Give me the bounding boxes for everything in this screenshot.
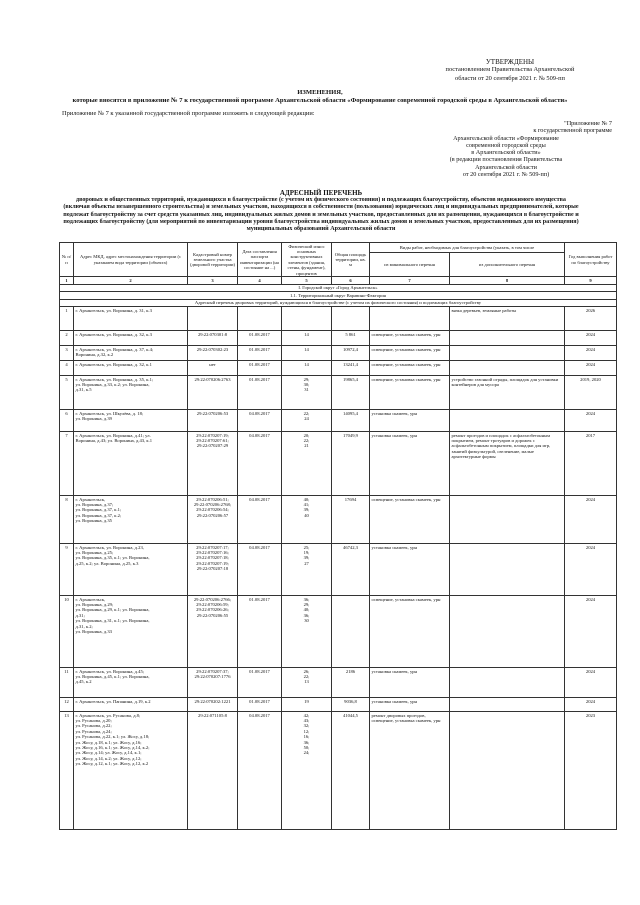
cell-add-works [450, 596, 565, 668]
cell-num: 1 [60, 307, 74, 331]
cell-address-line: г. Архангельск, ул. Воронина, д. 32, к.3 [75, 331, 152, 337]
cell-physical-state-line: 36; [303, 739, 310, 745]
cell-min-works: освещение, установка скамеек, урн [370, 496, 450, 544]
cell-address-line: ул. Воронина, д.29; [75, 601, 114, 607]
table-row [60, 668, 617, 698]
cell-address [74, 668, 188, 698]
cell-year: 2023 [565, 712, 617, 830]
cell-min-works: освещение, установка скамеек, урн [370, 361, 450, 376]
cell-address-line: д.31, к.5 [75, 387, 92, 393]
cell-area [332, 596, 370, 668]
cell-cadastral [188, 307, 238, 331]
cell-address [74, 698, 188, 712]
cell-physical-state-line: 31 [304, 387, 309, 393]
cell-cadastral [188, 596, 238, 668]
cell-physical-state [282, 496, 332, 544]
cell-inventory-date: 04.08.2017 [238, 496, 282, 544]
section-row [60, 299, 617, 306]
cell-address [74, 596, 188, 668]
address-list-table [59, 242, 617, 830]
cell-address-line: ул. Воронина, д.39 [75, 415, 112, 421]
cell-physical-state-line: 42; [303, 712, 310, 718]
cell-area: 5 861 [332, 331, 370, 346]
cell-cadastral-line: 29:22:070302:23 [196, 346, 229, 352]
cell-year: 2024 [565, 496, 617, 544]
cell-address-line: ул. Воронина, д.45, к.1; ул. Воронина, [75, 673, 150, 679]
cell-physical-state-line: 22; [303, 673, 310, 679]
table-row [60, 544, 617, 596]
cell-address-line: ул. Воронина, д.33, к.2; ул. Воронина, [75, 381, 150, 387]
cell-inventory-date: 01.08.2017 [238, 698, 282, 712]
cell-address-line: ул. Жосу, д.18, к.1; ул. Жосу, д.16; [75, 739, 142, 745]
cell-address-line: г. Архангельск, ул. Воронина, д.45; [75, 668, 145, 674]
table-row [60, 596, 617, 668]
cell-cadastral [188, 496, 238, 544]
cell-physical-state-line: 20; [303, 432, 310, 438]
table-row [60, 432, 617, 496]
cell-year: 2024 [565, 668, 617, 698]
table-row [60, 307, 617, 331]
cell-physical-state-line: 43; [303, 717, 310, 723]
cell-physical-state [282, 361, 332, 376]
cell-address-line: ул. Воронина, д.33 [75, 629, 112, 634]
cell-inventory-date: 01.08.2017 [238, 346, 282, 361]
cell-address [74, 361, 188, 376]
column-number: 2 [74, 277, 188, 284]
cell-num: 2 [60, 331, 74, 346]
list-title: АДРЕСНЫЙ ПЕРЕЧЕНЬ [279, 189, 363, 197]
cell-physical-state-line: 14 [304, 361, 309, 367]
cell-physical-state-line: 12; [303, 728, 310, 734]
cell-physical-state [282, 307, 332, 331]
cell-cadastral-line: 29:22:070207:17; [196, 544, 229, 550]
cell-address-line: ул. Воронина, д.37; [75, 501, 114, 507]
cell-cadastral-line: 29:22:070206:54; [196, 507, 229, 513]
cell-min-works: освещение, установка скамеек, урн [370, 376, 450, 410]
cell-physical-state-line: 26; [303, 668, 310, 674]
cell-address-line: ул. Жосу, д.14; ул. Жосу, д.14, к.1; [75, 750, 142, 756]
cell-physical-state [282, 346, 332, 361]
cell-cadastral-line: 29:22:070207:61; [196, 437, 229, 443]
cell-address [74, 432, 188, 496]
cell-address-line: ул. Воронина, д.31, к.1; ул. Воронина, [75, 618, 150, 624]
cell-min-works: установка скамеек, урн [370, 432, 450, 496]
cell-physical-state-line: 40; [303, 496, 310, 502]
cell-year: 2017 [565, 432, 617, 496]
cell-area: 17049,9 [332, 432, 370, 496]
header-address: Адрес МКД, адрес местонахождения территории (с указанием вида территории (объекта) [74, 243, 188, 277]
section-row [60, 284, 617, 291]
header-physical-state: Физический износ основных конструктивных элементов (здания, стены, фундамент), процентов [282, 243, 332, 277]
cell-cadastral [188, 410, 238, 432]
cell-cadastral-line: 29:22:070202:1221 [194, 698, 231, 704]
cell-cadastral-line: 29:22:070207:19; [196, 432, 229, 438]
cell-physical-state-line: 39; [303, 555, 310, 561]
cell-address-line: Воронина, д.43; ул. Воронина, д.43, к.1 [75, 437, 153, 443]
cell-physical-state-line: 36; [303, 612, 310, 618]
cell-area [332, 307, 370, 331]
header-num: № п/п [60, 243, 74, 277]
cell-add-works [450, 698, 565, 712]
cell-add-works [450, 346, 565, 361]
cell-address-line: ул. Воронина, д.29, к.1; ул. Воронина, [75, 607, 150, 613]
cell-address-line: Воронина, д.32, к.2 [75, 351, 114, 357]
cell-year: 2024 [565, 361, 617, 376]
cell-address-line: ул. Русанова, д.22, к.1; ул. Жосу, д.18; [75, 734, 150, 740]
cell-address-line: ул. Русанова, д.24; [75, 728, 112, 734]
cell-physical-state [282, 668, 332, 698]
cell-address-line: ул. Воронина, д.37, к.2; [75, 512, 122, 518]
table-row [60, 496, 617, 544]
cell-add-works [450, 496, 565, 544]
cell-address [74, 376, 188, 410]
cell-physical-state-line: 24; [303, 750, 310, 756]
cell-physical-state-line: 32; [303, 723, 310, 729]
cell-physical-state-line: 14 [304, 346, 309, 352]
cell-physical-state-line: 36; [303, 596, 310, 602]
cell-add-works [450, 410, 565, 432]
cell-physical-state-line: 14 [304, 331, 309, 337]
cell-num: 4 [60, 361, 74, 376]
cell-num: 11 [60, 668, 74, 698]
cell-cadastral-line: 29:22:070206:59; [196, 601, 229, 607]
cell-year: 2024 [565, 331, 617, 346]
cell-physical-state-line: 41; [303, 501, 310, 507]
cell-inventory-date: 01.08.2017 [238, 361, 282, 376]
column-number: 1 [60, 277, 74, 284]
cell-add-works: устройство газонной ограды, площадок для установки контейнеров для мусора [450, 376, 565, 410]
cell-address-line: г. Архангельск, [75, 596, 106, 602]
approval-line: постановлением Правительства Архангельской [445, 66, 575, 74]
cell-cadastral-line: 29:22:070207:16; [196, 549, 229, 555]
cell-address-line: ул. Воронина, д.35, к.1; ул. Воронина, [75, 555, 150, 561]
section-title: I. Городской округ «Город Архангельск» [60, 284, 617, 291]
cell-year: 2024 [565, 346, 617, 361]
changes-title: ИЗМЕНЕНИЯ, [297, 89, 343, 96]
cell-add-works [450, 361, 565, 376]
cell-cadastral-line: 29:22:070301:8 [197, 331, 228, 337]
cell-add-works: ремонт проездов и площадок с асфальтобетонным покрытием, ремонт тротуаров и дорожек с асфальтобетонным покрытием, площадки для игр, занятий физкультурой, озеленение, малые архитектурные формы [450, 432, 565, 496]
cell-cadastral-line: 29:22:070206:53 [196, 410, 229, 416]
cell-address-line: г. Архангельск, ул. Воронина, д. 32, к.1 [75, 361, 152, 367]
cell-physical-state-line: 22; [303, 437, 310, 443]
cell-address [74, 712, 188, 830]
cell-year: 2026 [565, 307, 617, 331]
cell-cadastral-line: 29:22:070206:57 [196, 512, 229, 518]
cell-cadastral-line: 29:22:070206:55 [196, 612, 229, 618]
cell-num: 10 [60, 596, 74, 668]
cell-address-line: ул. Жосу, д.12, к.1; ул. Жосу, д.12, к.2 [75, 761, 149, 767]
annex-line: Архангельской области «Формирование [453, 134, 559, 142]
annex-line: в Архангельской области» [471, 149, 541, 157]
table-row [60, 410, 617, 432]
cell-cadastral-line: 29:22:070207:29 [196, 443, 229, 449]
cell-physical-state-line: 21 [304, 443, 309, 449]
changes-title-block [20, 89, 620, 105]
cell-physical-state-line: 25; [303, 544, 310, 550]
cell-min-works [370, 307, 450, 331]
cell-num: 6 [60, 410, 74, 432]
table-row [60, 698, 617, 712]
cell-address-line: г. Архангельск, ул. Шкулёва, д. 18; [75, 410, 144, 416]
cell-address-line: ул. Жосу, д.16, к.1; ул. Жосу, д.14, к.2; [75, 745, 150, 750]
cell-cadastral [188, 376, 238, 410]
table-row [60, 712, 617, 830]
cell-physical-state [282, 432, 332, 496]
cell-address-line: ул. Жосу, д.14, к.2; ул. Жосу, д.12; [75, 755, 142, 761]
cell-cadastral-line: 29:22:070206:2766; [193, 596, 232, 602]
cell-cadastral [188, 361, 238, 376]
section-title: 1.1. Территориальный округ Варавино-Фактория [60, 292, 617, 299]
cell-physical-state-line: 39; [303, 507, 310, 513]
cell-address-line: д.31, к.2; [75, 623, 93, 629]
cell-physical-state-line: 27 [304, 560, 309, 566]
annex-line: современной городской среды [466, 141, 546, 149]
cell-cadastral-line: 29:22:071105:8 [198, 712, 227, 718]
cell-year: 2024 [565, 596, 617, 668]
annex-block [400, 120, 612, 178]
cell-address [74, 331, 188, 346]
cell-cadastral-line: 29:22:070207:18 [196, 566, 229, 572]
cell-address-line: ул. Воронина, д.35 [75, 518, 112, 524]
table-header-row [60, 243, 617, 253]
annex-line: "Приложение № 7 [564, 120, 612, 127]
list-heading [22, 190, 620, 233]
cell-inventory-date: 04.08.2017 [238, 544, 282, 596]
cell-add-works [450, 712, 565, 830]
cell-cadastral-line: 29:22:070207:19; [196, 560, 229, 566]
list-heading-line: (включая объекты незавершенного строительства) и земельных участков, находящихся в собственности (пользовании) юридических лиц и индивидуальных предпринимателей, которые [63, 204, 579, 211]
cell-add-works [450, 668, 565, 698]
cell-cadastral-line: 29:22:070206:26; [196, 607, 229, 613]
cell-address-line: д.45, к.2 [75, 679, 92, 685]
cell-num: 3 [60, 346, 74, 361]
header-cadastral: Кадастровый номер земельного участка (дворовой территории) [188, 243, 238, 277]
cell-min-works: освещение, установка скамеек, урн [370, 596, 450, 668]
cell-address [74, 346, 188, 361]
cell-address [74, 496, 188, 544]
cell-add-works [450, 331, 565, 346]
annex-line: к государственной программе [533, 127, 612, 135]
cell-physical-state-line: 30; [303, 381, 310, 387]
cell-address-line: г. Архангельск, ул. Воронина, д. 37, к.4; [75, 346, 154, 352]
cell-cadastral [188, 331, 238, 346]
cell-cadastral [188, 698, 238, 712]
column-number: 7 [370, 277, 450, 284]
cell-num: 7 [60, 432, 74, 496]
cell-cadastral-line: 29:22:070206:2768; [193, 501, 232, 507]
column-number: 5 [282, 277, 332, 284]
cell-inventory-date [238, 307, 282, 331]
cell-address-line: г. Архангельск, ул. Воронина, д. 31, к.3 [75, 307, 152, 313]
cell-cadastral-line: 29:22:070207:18; [196, 555, 229, 561]
cell-physical-state-line: 40; [303, 607, 310, 613]
cell-min-works: установка скамеек, урн [370, 668, 450, 698]
approval-line: области от 20 сентября 2021 г. № 509-пп [455, 74, 565, 82]
cell-cadastral [188, 712, 238, 830]
cell-physical-state-line: 40 [304, 512, 309, 518]
cell-area: 46742,3 [332, 544, 370, 596]
annex-line: Архангельской области [475, 163, 537, 171]
cell-min-works: установка скамеек, урн [370, 410, 450, 432]
cell-min-works: установка скамеек, урн [370, 544, 450, 596]
cell-physical-state [282, 698, 332, 712]
cell-physical-state-line: 24 [304, 415, 309, 421]
cell-area: 19865,4 [332, 376, 370, 410]
cell-physical-state [282, 376, 332, 410]
cell-physical-state [282, 596, 332, 668]
cell-inventory-date: 01.08.2017 [238, 596, 282, 668]
cell-area: 41044,5 [332, 712, 370, 830]
approval-title: УТВЕРЖДЕНЫ [485, 58, 535, 66]
cell-physical-state-line: 29; [303, 376, 310, 382]
cell-inventory-date: 01.08.2017 [238, 668, 282, 698]
cell-address-line: д.31; [75, 612, 85, 618]
annex-line: от 20 сентября 2021 г. № 509-пп) [462, 171, 550, 179]
cell-area: 13241,4 [332, 361, 370, 376]
cell-physical-state-line: 16; [303, 734, 310, 740]
cell-num: 12 [60, 698, 74, 712]
cell-address-line: г. Архангельск, ул. Русанова, д.8; [75, 712, 141, 718]
header-area: Общая площадь территории, кв. м [332, 243, 370, 277]
cell-address-line: ул. Воронина, д.37, к.1; [75, 507, 122, 513]
cell-area: 2186 [332, 668, 370, 698]
annex-line: (в редакции постановления Правительства [449, 156, 563, 164]
cell-address-line: г. Архангельск, [75, 496, 106, 502]
column-number: 9 [565, 277, 617, 284]
cell-physical-state-line: 30 [304, 618, 309, 624]
table-body [60, 284, 617, 829]
cell-add-works [450, 544, 565, 596]
cell-cadastral [188, 432, 238, 496]
approval-block [400, 58, 620, 83]
list-heading-line: муниципальных образований Архангельской области [246, 226, 396, 233]
column-number: 4 [238, 277, 282, 284]
cell-address-line: ул. Русанова, д.22; [75, 723, 112, 729]
cell-physical-state [282, 544, 332, 596]
cell-cadastral [188, 346, 238, 361]
cell-min-works: освещение, установка скамеек, урн [370, 331, 450, 346]
column-number: 3 [188, 277, 238, 284]
cell-inventory-date: 01.08.2017 [238, 331, 282, 346]
cell-year: 2024 [565, 410, 617, 432]
cell-num: 13 [60, 712, 74, 830]
cell-address-line: ул. Русанова, д.20; [75, 717, 112, 723]
cell-physical-state-line: 19 [304, 698, 309, 704]
cell-physical-state-line: 50; [303, 745, 310, 750]
cell-year: 2024 [565, 698, 617, 712]
changes-subtitle: которые вносятся в приложение № 7 к государственной программе Архангельской области «Формирование современной городской среды в Архангельской области» [72, 97, 568, 105]
cell-year: 2019, 2020 [565, 376, 617, 410]
cell-address [74, 410, 188, 432]
cell-physical-state-line: 13 [304, 679, 309, 685]
cell-cadastral-line: 29:22:070206:51; [196, 496, 229, 502]
cell-physical-state [282, 410, 332, 432]
cell-add-works: вязка деревьев, земляные работы [450, 307, 565, 331]
cell-physical-state [282, 331, 332, 346]
cell-cadastral-line: 29:22:070206:2763 [194, 376, 231, 382]
header-min-list: из минимального перечня [370, 253, 450, 277]
cell-physical-state-line: 19; [303, 549, 310, 555]
cell-min-works: ремонт дворовых проездов, освещение, установка скамеек, урн [370, 712, 450, 830]
table-row [60, 361, 617, 376]
table-row [60, 331, 617, 346]
column-number-row [60, 277, 617, 284]
column-number: 8 [450, 277, 565, 284]
list-heading-line: подлежащих благоустройству (для мероприятий по инвентаризации уровня благоустройства индивидуальных жилых домов и земельных участков, предоставленных для их размещения) [63, 218, 579, 225]
cell-address-line: г. Архангельск, ул. Папанина, д.19, к.2 [75, 698, 151, 704]
section-row [60, 292, 617, 299]
cell-num: 8 [60, 496, 74, 544]
cell-area: 10972,4 [332, 346, 370, 361]
cell-address-line: г. Архангельск, ул. Воронина, д.23, [75, 544, 144, 550]
header-year: Год выполнения работ по благоустройству [565, 243, 617, 277]
header-works: Виды работ, необходимых для благоустройства (указать, в том числе [370, 243, 565, 253]
cell-area: 9036,8 [332, 698, 370, 712]
cell-num: 9 [60, 544, 74, 596]
cell-physical-state [282, 712, 332, 830]
cell-address-line: д.25, к.2; ул. Воронина, д.25, к.3 [75, 560, 139, 566]
cell-inventory-date: 04.08.2017 [238, 432, 282, 496]
cell-year: 2024 [565, 544, 617, 596]
cell-min-works: освещение, установка скамеек, урн [370, 346, 450, 361]
cell-inventory-date: 04.08.2017 [238, 410, 282, 432]
cell-address-line: ул. Воронина, д.25; [75, 549, 114, 555]
cell-inventory-date: 01.08.2017 [238, 376, 282, 410]
cell-area: 17694 [332, 496, 370, 544]
list-heading-line: дворовых и общественных территорий, нуждающихся в благоустройстве (с учетом их физического состояния) и подлежащих благоустройству, объектов недвижимого имущества [76, 197, 566, 204]
header-add-list: из дополнительного перечня [450, 253, 565, 277]
cell-address-line: г. Архангельск, ул. Воронина, д. 35, к.1; [75, 376, 154, 382]
cell-physical-state-line: 29; [303, 601, 310, 607]
cell-cadastral [188, 668, 238, 698]
table-row [60, 346, 617, 361]
cell-cadastral [188, 544, 238, 596]
table-row [60, 376, 617, 410]
cell-num: 5 [60, 376, 74, 410]
cell-cadastral-line: 29:22:070207:37; [196, 668, 229, 674]
intro-paragraph: Приложение № 7 к указанной государственной программе изложить в следующей редакции: [62, 110, 315, 117]
cell-physical-state-line: 22; [303, 410, 310, 416]
section-title: Адресный перечень дворовых территорий, нуждающихся в благоустройстве (с учетом их физического состояния) и подлежащих благоустройству [60, 299, 617, 306]
cell-cadastral-line: 29:22:070207:1776 [194, 673, 231, 679]
cell-inventory-date: 04.08.2017 [238, 712, 282, 830]
column-number: 6 [332, 277, 370, 284]
cell-area: 14095,4 [332, 410, 370, 432]
cell-cadastral-line: нет [209, 361, 216, 367]
cell-address [74, 307, 188, 331]
header-inventory-date: Дата составления паспорта инвентаризации (на состояние на ...) [238, 243, 282, 277]
list-heading-line: подлежат благоустройству за счет средств указанных лиц, индивидуальных жилых домов и земельных участков, предоставленных для их размещения, нуждающихся в благоустройстве и [63, 211, 579, 218]
cell-address-line: г. Архангельск, ул. Воронина, д.41; ул. [75, 432, 151, 438]
cell-address [74, 544, 188, 596]
cell-min-works: установка скамеек, урн [370, 698, 450, 712]
